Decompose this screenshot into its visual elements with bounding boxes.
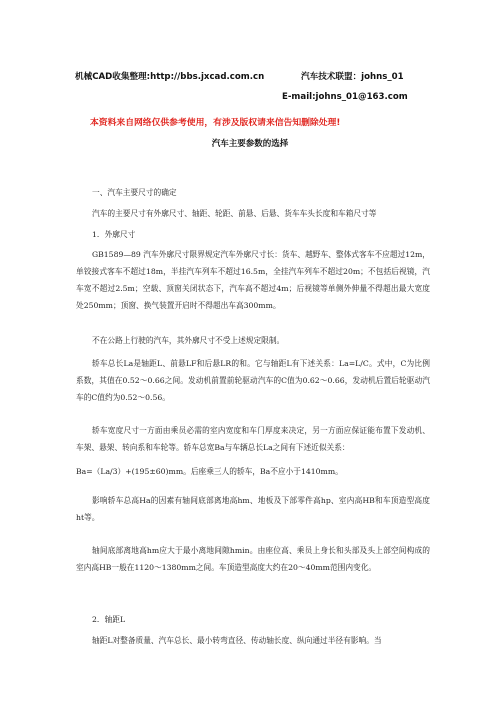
header-source [75,70,264,82]
header-source-url[interactable]: http://bbs.jxcad.com.cn [150,72,265,82]
paragraph-height: 影响轿车总高Ha的因素有轴间底部离地高hm、地板及下部零件高hp、室内高HB和车顶造型高度ht等。 [76,496,430,522]
header-email[interactable]: E-mail:johns_01@163.com [282,92,408,102]
paragraph-width: 轿车宽度尺寸一方面由乘员必需的室内宽度和车门厚度来决定，另一方面应保证能布置下发动机、车架、悬架、转向系和车轮等。轿车总宽Ba与车辆总长La之间有下述近似关系： [76,426,430,452]
paragraph-length: 轿车总长La是轴距L、前悬LF和后悬LR的和。它与轴距L有下述关系：La=L/C。式中，C为比例系数，其值在0.52～0.66之间。发动机前置前轮驱动汽车的C值为0.62～0.66，发动机后置后轮驱动汽车的C值约为0.52～0.56。 [76,359,430,402]
paragraph-wheelbase: 轴距L对整备质量、汽车总长、最小转弯直径、传动轴长度、纵向通过半径有影响。当 [92,636,382,645]
intro-paragraph: 汽车的主要尺寸有外廓尺寸、轴距、轮距、前悬、后悬、货车车头长度和车箱尺寸等 [92,209,377,218]
header-alliance: 汽车技术联盟：johns_01 [301,72,404,82]
section-heading: 一、汽车主要尺寸的确定 [92,188,177,197]
subsection-heading-outline: 1．外廓尺寸 [92,230,136,239]
header-source-label: 机械CAD收集整理: [75,72,151,82]
document-title: 汽车主要参数的选择 [211,139,289,149]
subsection-heading-wheelbase: 2．轴距L [92,615,126,624]
formula-width: Ba=（La/3）+(195±60)mm。后座乘三人的轿车，Ba不应小于1410mm。 [76,467,343,476]
copyright-notice: 本资料来自网络仅供参考使用，有涉及版权请来信告知删除处理! [90,118,341,128]
paragraph-gb-standard: GB1589—89 汽车外廓尺寸限界规定汽车外廓尺寸长：货车、越野车、整体式客车不应超过12m，单铰接式客车不超过18m，半挂汽车列车不超过16.5m，全挂汽车列车不超过20m；不包括后视镜，汽车宽不超过2.5m；空载、顶窗关闭状态下，汽车高不超过4m；后视镜等单侧外伸量不得超出最大宽度处250mm；顶窗、换气装置开启时不得超出车高300mm。 [76,250,430,310]
paragraph-clearance: 轴间底部离地高hm应大于最小离地间隙hmin。由座位高、乘员上身长和头部及头上部空间构成的室内高HB一般在1120～1380mm之间。车顶造型高度大约在20～40mm范围内变化。 [76,546,430,572]
paragraph-offroad: 不在公路上行驶的汽车，其外廓尺寸不受上述规定限制。 [92,336,285,345]
